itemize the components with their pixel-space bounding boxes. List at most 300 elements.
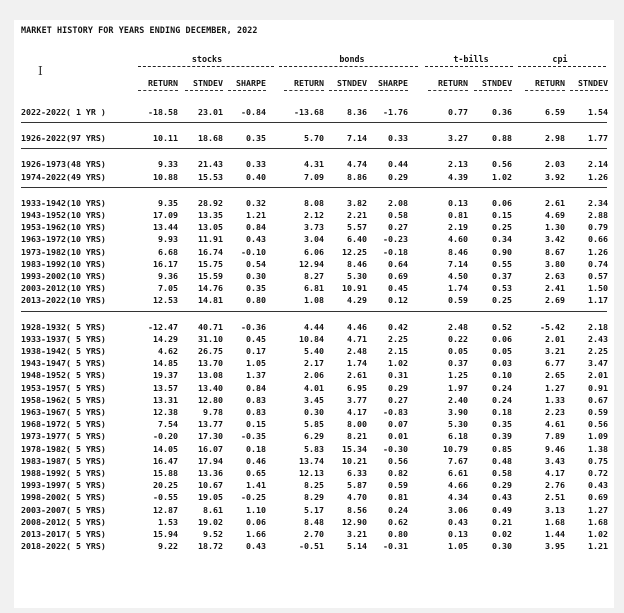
table-cell: 18.68 <box>198 133 223 144</box>
column-header-stndev: STNDEV <box>482 78 512 88</box>
column-underline <box>138 90 178 91</box>
table-cell: 0.53 <box>492 283 512 294</box>
table-cell: 1.27 <box>588 504 608 515</box>
period-label: 1963-1972(10 YRS) <box>21 234 106 245</box>
table-row <box>14 295 614 306</box>
period-label: 1933-1937( 5 YRS) <box>21 333 106 344</box>
table-cell: 0.84 <box>246 222 266 233</box>
table-cell: 12.38 <box>153 407 178 417</box>
table-cell: 16.07 <box>198 443 223 454</box>
table-cell: 4.34 <box>448 492 468 503</box>
column-underline <box>228 90 266 91</box>
table-cell: 0.36 <box>492 107 512 117</box>
table-cell: 15.53 <box>198 171 223 182</box>
table-cell: 0.33 <box>246 159 266 170</box>
table-cell: 0.81 <box>388 492 408 503</box>
table-cell: -0.10 <box>241 246 266 257</box>
table-cell: -1.76 <box>383 107 408 117</box>
table-cell: 8.56 <box>347 504 367 515</box>
table-cell: 26.75 <box>198 346 223 356</box>
table-cell: 4.17 <box>347 407 367 417</box>
table-cell: 0.77 <box>448 107 468 117</box>
column-header-stndev: STNDEV <box>193 78 223 88</box>
table-cell: 4.60 <box>448 234 468 245</box>
table-cell: 0.35 <box>246 133 266 144</box>
period-label: 1968-1972( 5 YRS) <box>21 419 106 430</box>
table-row <box>14 172 614 183</box>
table-cell: 6.18 <box>448 431 468 442</box>
table-cell: 9.46 <box>545 443 565 454</box>
table-cell: 1.66 <box>246 529 266 539</box>
period-label: 1993-1997( 5 YRS) <box>21 480 106 491</box>
table-cell: 0.43 <box>246 234 266 245</box>
table-cell: -0.23 <box>383 234 408 245</box>
table-cell: 0.06 <box>492 197 512 208</box>
table-cell: 0.24 <box>388 504 408 515</box>
table-cell: 2.48 <box>347 346 367 356</box>
table-cell: -0.25 <box>241 492 266 503</box>
period-label: 1926-2022(97 YRS) <box>21 133 106 144</box>
table-cell: 15.88 <box>153 468 178 478</box>
table-cell: 7.05 <box>158 283 178 294</box>
table-cell: 5.70 <box>304 133 324 144</box>
table-cell: 2.76 <box>545 480 565 491</box>
period-label: 1998-2002( 5 YRS) <box>21 492 106 503</box>
column-underline <box>474 90 512 91</box>
column-underline <box>525 90 565 91</box>
table-cell: 3.13 <box>545 504 565 515</box>
table-cell: 8.08 <box>304 197 324 208</box>
table-cell: 13.31 <box>153 394 178 405</box>
table-cell: 8.29 <box>304 492 324 503</box>
table-cell: 8.27 <box>304 271 324 281</box>
table-cell: 4.69 <box>545 210 565 220</box>
table-cell: 5.40 <box>304 346 324 356</box>
table-cell: 13.36 <box>198 468 223 478</box>
table-cell: 2.48 <box>448 321 468 332</box>
table-cell: 5.30 <box>347 271 367 281</box>
table-cell: 1.33 <box>545 394 565 405</box>
table-row <box>14 247 614 258</box>
table-cell: -0.31 <box>383 541 408 552</box>
table-cell: 4.31 <box>304 159 324 170</box>
column-underline <box>428 90 468 91</box>
table-cell: 0.54 <box>246 258 266 269</box>
table-cell: 0.22 <box>448 333 468 344</box>
column-header-stndev: STNDEV <box>578 78 608 88</box>
table-cell: 14.29 <box>153 333 178 344</box>
table-cell: 6.77 <box>545 358 565 369</box>
table-cell: 1.27 <box>545 382 565 393</box>
table-row <box>14 480 614 491</box>
table-row <box>14 492 614 503</box>
table-cell: 13.05 <box>198 222 223 233</box>
table-cell: 0.05 <box>492 346 512 356</box>
table-cell: 16.17 <box>153 258 178 269</box>
table-cell: 4.46 <box>347 321 367 332</box>
table-cell: 1.05 <box>246 358 266 369</box>
table-row <box>14 358 614 369</box>
table-cell: 7.14 <box>448 258 468 269</box>
period-label: 1983-1987( 5 YRS) <box>21 455 106 466</box>
table-row <box>14 370 614 381</box>
table-cell: 0.59 <box>388 480 408 491</box>
table-cell: 3.73 <box>304 222 324 233</box>
table-cell: 0.43 <box>448 516 468 527</box>
group-rule-stocks <box>138 66 274 67</box>
table-cell: 3.77 <box>347 394 367 405</box>
table-cell: 1.21 <box>588 541 608 552</box>
period-label: 1988-1992( 5 YRS) <box>21 468 106 478</box>
table-cell: 16.47 <box>153 455 178 466</box>
table-cell: 1.30 <box>545 222 565 233</box>
table-row <box>14 505 614 516</box>
table-cell: 0.82 <box>388 468 408 478</box>
table-cell: 0.18 <box>492 407 512 417</box>
table-cell: 4.44 <box>304 321 324 332</box>
table-cell: 15.94 <box>153 529 178 539</box>
table-cell: 8.00 <box>347 419 367 430</box>
table-cell: 1.77 <box>588 133 608 144</box>
column-underline <box>570 90 608 91</box>
table-cell: 3.27 <box>448 133 468 144</box>
table-cell: 2.03 <box>545 159 565 170</box>
table-cell: 2.43 <box>588 333 608 344</box>
table-cell: 0.80 <box>388 529 408 539</box>
table-cell: 1.02 <box>588 529 608 539</box>
table-cell: 0.01 <box>388 431 408 442</box>
table-cell: 0.10 <box>492 370 512 381</box>
table-cell: 0.58 <box>492 468 512 478</box>
table-cell: 2.65 <box>545 370 565 381</box>
table-cell: 13.44 <box>153 222 178 233</box>
table-cell: 0.49 <box>492 504 512 515</box>
table-cell: 0.48 <box>492 455 512 466</box>
table-cell: 0.07 <box>388 419 408 430</box>
table-cell: 12.53 <box>153 295 178 306</box>
table-cell: 3.21 <box>545 346 565 356</box>
group-header-stocks: stocks <box>191 54 223 64</box>
period-label: 1953-1957( 5 YRS) <box>21 382 106 393</box>
table-cell: 5.30 <box>448 419 468 430</box>
table-cell: 7.54 <box>158 419 178 430</box>
table-cell: 10.88 <box>153 171 178 182</box>
table-cell: -0.20 <box>153 431 178 442</box>
table-cell: 2.18 <box>588 321 608 332</box>
period-label: 1963-1967( 5 YRS) <box>21 407 106 417</box>
table-cell: 0.25 <box>492 222 512 233</box>
table-cell: 0.56 <box>588 419 608 430</box>
table-cell: 0.21 <box>492 516 512 527</box>
table-cell: 8.36 <box>347 107 367 117</box>
table-cell: 0.90 <box>492 246 512 257</box>
table-cell: 2.34 <box>588 197 608 208</box>
table-cell: 0.30 <box>492 541 512 552</box>
table-cell: 10.91 <box>342 283 367 294</box>
table-cell: 4.61 <box>545 419 565 430</box>
column-underline <box>370 90 408 91</box>
table-cell: 2.25 <box>388 333 408 344</box>
table-cell: -0.35 <box>241 431 266 442</box>
table-cell: 7.89 <box>545 431 565 442</box>
period-label: 2022-2022( 1 YR ) <box>21 107 106 117</box>
table-cell: 1.17 <box>588 295 608 306</box>
table-cell: 2.70 <box>304 529 324 539</box>
table-cell: 8.25 <box>304 480 324 491</box>
table-cell: 8.86 <box>347 171 367 182</box>
table-row <box>14 456 614 467</box>
table-row <box>14 222 614 233</box>
section-divider <box>21 122 607 123</box>
table-cell: 1.26 <box>588 171 608 182</box>
table-cell: 31.10 <box>198 333 223 344</box>
table-cell: 1.44 <box>545 529 565 539</box>
table-cell: 6.95 <box>347 382 367 393</box>
table-cell: 0.84 <box>246 382 266 393</box>
table-cell: 0.59 <box>588 407 608 417</box>
table-cell: 0.72 <box>588 468 608 478</box>
table-cell: 0.12 <box>388 295 408 306</box>
table-row <box>14 198 614 209</box>
table-row <box>14 334 614 345</box>
table-cell: 0.55 <box>492 258 512 269</box>
table-cell: 0.43 <box>492 492 512 503</box>
table-cell: 8.61 <box>203 504 223 515</box>
table-cell: 6.40 <box>347 234 367 245</box>
text-cursor-icon: I <box>38 64 43 78</box>
table-cell: 2.61 <box>347 370 367 381</box>
table-cell: 5.17 <box>304 504 324 515</box>
table-cell: 0.45 <box>246 333 266 344</box>
table-cell: -12.47 <box>148 321 178 332</box>
table-cell: -0.36 <box>241 321 266 332</box>
table-cell: 6.68 <box>158 246 178 257</box>
table-cell: 0.43 <box>588 480 608 491</box>
table-cell: 0.91 <box>588 382 608 393</box>
period-label: 2013-2022(10 YRS) <box>21 295 106 306</box>
table-cell: 3.21 <box>347 529 367 539</box>
table-cell: 0.29 <box>492 480 512 491</box>
period-label: 1933-1942(10 YRS) <box>21 197 106 208</box>
group-rule-bonds <box>279 66 418 67</box>
table-cell: -0.83 <box>383 407 408 417</box>
table-cell: 0.66 <box>588 234 608 245</box>
table-cell: 2.19 <box>448 222 468 233</box>
table-cell: 0.65 <box>246 468 266 478</box>
table-cell: -0.51 <box>299 541 324 552</box>
period-label: 1953-1962(10 YRS) <box>21 222 106 233</box>
table-cell: 2.21 <box>347 210 367 220</box>
table-cell: 15.34 <box>342 443 367 454</box>
table-cell: 0.37 <box>448 358 468 369</box>
period-label: 1926-1973(48 YRS) <box>21 159 106 170</box>
period-label: 1948-1952( 5 YRS) <box>21 370 106 381</box>
table-cell: 0.69 <box>388 271 408 281</box>
document-title: MARKET HISTORY FOR YEARS ENDING DECEMBER, 2022 <box>21 25 258 35</box>
table-cell: 0.80 <box>246 295 266 306</box>
table-row <box>14 107 614 118</box>
table-row <box>14 271 614 282</box>
table-cell: 1.54 <box>588 107 608 117</box>
table-cell: 9.93 <box>158 234 178 245</box>
table-cell: 2.61 <box>545 197 565 208</box>
column-header-stndev: STNDEV <box>337 78 367 88</box>
table-cell: 0.03 <box>492 358 512 369</box>
table-row <box>14 395 614 406</box>
group-rule-cpi <box>518 66 606 67</box>
table-cell: 13.35 <box>198 210 223 220</box>
table-cell: 13.40 <box>198 382 223 393</box>
table-cell: 10.67 <box>198 480 223 491</box>
table-cell: 4.62 <box>158 346 178 356</box>
table-cell: 0.18 <box>246 443 266 454</box>
table-cell: 18.72 <box>198 541 223 552</box>
table-row <box>14 529 614 540</box>
table-cell: 0.74 <box>588 258 608 269</box>
table-cell: 0.45 <box>388 283 408 294</box>
table-cell: 2.63 <box>545 271 565 281</box>
table-cell: 2.06 <box>304 370 324 381</box>
table-cell: -0.18 <box>383 246 408 257</box>
table-cell: 15.75 <box>198 258 223 269</box>
section-divider <box>21 187 607 188</box>
table-cell: 3.80 <box>545 258 565 269</box>
table-cell: 0.85 <box>492 443 512 454</box>
table-cell: 6.61 <box>448 468 468 478</box>
group-header-cpi: cpi <box>552 54 568 64</box>
table-row <box>14 407 614 418</box>
column-header-return: RETURN <box>438 78 468 88</box>
period-label: 1973-1977( 5 YRS) <box>21 431 106 442</box>
table-row <box>14 444 614 455</box>
table-cell: 0.33 <box>388 133 408 144</box>
table-cell: 12.90 <box>342 516 367 527</box>
table-cell: 1.74 <box>347 358 367 369</box>
table-cell: 13.57 <box>153 382 178 393</box>
table-cell: 5.14 <box>347 541 367 552</box>
table-cell: 1.05 <box>448 541 468 552</box>
table-cell: 0.30 <box>304 407 324 417</box>
table-cell: 40.71 <box>198 321 223 332</box>
table-cell: 7.67 <box>448 455 468 466</box>
table-cell: 0.75 <box>588 455 608 466</box>
table-cell: 0.83 <box>246 407 266 417</box>
table-cell: 2.41 <box>545 283 565 294</box>
column-underline <box>284 90 324 91</box>
table-row <box>14 541 614 552</box>
table-cell: 6.33 <box>347 468 367 478</box>
table-cell: 0.43 <box>246 541 266 552</box>
table-cell: 0.27 <box>388 222 408 233</box>
table-cell: 5.87 <box>347 480 367 491</box>
column-underline <box>329 90 367 91</box>
table-cell: 0.62 <box>388 516 408 527</box>
table-cell: 0.06 <box>246 516 266 527</box>
table-cell: 8.21 <box>347 431 367 442</box>
table-cell: 0.59 <box>448 295 468 306</box>
table-cell: 2.23 <box>545 407 565 417</box>
table-cell: 13.70 <box>198 358 223 369</box>
table-cell: 10.21 <box>342 455 367 466</box>
table-cell: 0.58 <box>388 210 408 220</box>
table-cell: 11.91 <box>198 234 223 245</box>
table-cell: 12.25 <box>342 246 367 257</box>
table-cell: -0.30 <box>383 443 408 454</box>
table-cell: 2.40 <box>448 394 468 405</box>
period-label: 2003-2007( 5 YRS) <box>21 504 106 515</box>
table-row <box>14 283 614 294</box>
table-cell: 6.29 <box>304 431 324 442</box>
table-cell: 0.06 <box>492 333 512 344</box>
table-cell: 0.34 <box>492 234 512 245</box>
table-cell: 0.52 <box>492 321 512 332</box>
table-cell: 2.51 <box>545 492 565 503</box>
table-cell: 1.10 <box>246 504 266 515</box>
table-cell: 0.39 <box>492 431 512 442</box>
table-cell: 13.74 <box>299 455 324 466</box>
table-cell: 7.09 <box>304 171 324 182</box>
table-cell: 0.35 <box>246 283 266 294</box>
period-label: 1938-1942( 5 YRS) <box>21 346 106 356</box>
table-cell: 3.04 <box>304 234 324 245</box>
table-cell: 4.50 <box>448 271 468 281</box>
table-cell: 0.56 <box>492 159 512 170</box>
table-cell: 8.46 <box>448 246 468 257</box>
table-cell: 2.14 <box>588 159 608 170</box>
group-rule-t-bills <box>425 66 513 67</box>
table-cell: 1.26 <box>588 246 608 257</box>
table-cell: 0.29 <box>388 382 408 393</box>
table-cell: 3.82 <box>347 197 367 208</box>
table-cell: 0.44 <box>388 159 408 170</box>
period-label: 1978-1982( 5 YRS) <box>21 443 106 454</box>
table-cell: 1.02 <box>492 171 512 182</box>
table-cell: 3.90 <box>448 407 468 417</box>
table-cell: 0.27 <box>388 394 408 405</box>
table-cell: -0.84 <box>241 107 266 117</box>
table-cell: 6.81 <box>304 283 324 294</box>
table-cell: 2.98 <box>545 133 565 144</box>
table-row <box>14 322 614 333</box>
table-cell: 3.45 <box>304 394 324 405</box>
table-cell: 3.06 <box>448 504 468 515</box>
table-cell: 0.56 <box>388 455 408 466</box>
table-cell: 17.94 <box>198 455 223 466</box>
table-cell: 0.15 <box>246 419 266 430</box>
table-cell: 8.48 <box>304 516 324 527</box>
period-label: 1983-1992(10 YRS) <box>21 258 106 269</box>
table-cell: 0.02 <box>492 529 512 539</box>
period-label: 2008-2012( 5 YRS) <box>21 516 106 527</box>
table-cell: 28.92 <box>198 197 223 208</box>
table-row <box>14 383 614 394</box>
table-row <box>14 159 614 170</box>
table-cell: 0.67 <box>588 394 608 405</box>
table-cell: 15.59 <box>198 271 223 281</box>
table-cell: 2.01 <box>545 333 565 344</box>
table-cell: 19.05 <box>198 492 223 503</box>
table-cell: 1.68 <box>545 516 565 527</box>
table-cell: 14.05 <box>153 443 178 454</box>
table-cell: 6.06 <box>304 246 324 257</box>
column-header-return: RETURN <box>535 78 565 88</box>
table-cell: -0.55 <box>153 492 178 503</box>
table-row <box>14 133 614 144</box>
period-label: 1974-2022(49 YRS) <box>21 171 106 182</box>
table-cell: 3.47 <box>588 358 608 369</box>
table-cell: 1.74 <box>448 283 468 294</box>
table-cell: 9.52 <box>203 529 223 539</box>
